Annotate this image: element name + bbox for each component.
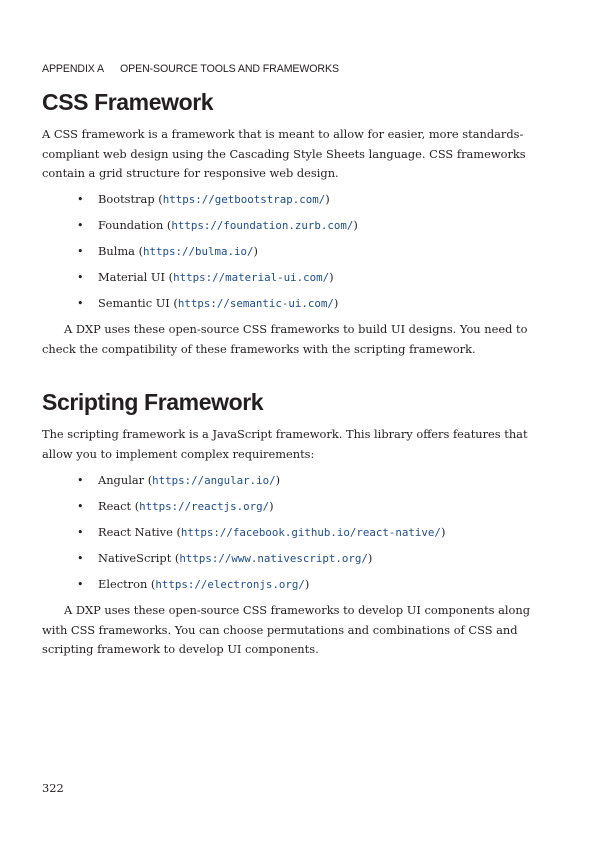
bullet-icon: • [77,297,84,310]
framework-name: React [98,499,132,513]
bullet-icon: • [77,474,84,487]
framework-name: React Native [98,525,173,539]
list-item: • Semantic UI (https://semantic-ui.com/) [42,294,558,320]
framework-name: Bulma [98,244,135,258]
list-item: • React Native (https://facebook.github.io/react-native/) [42,523,558,549]
framework-link[interactable]: https://angular.io/ [152,474,276,487]
framework-name: Foundation [98,218,164,232]
bullet-icon: • [77,526,84,539]
framework-name: Material UI [98,270,166,284]
list-item: • Material UI (https://material-ui.com/) [42,268,558,294]
css-framework-closing: A DXP uses these open-source CSS frameworks to build UI designs. You need to check the compatibility of these frameworks with the scripting framework. [42,322,528,356]
running-head [42,63,339,75]
framework-name: NativeScript [98,551,172,565]
section-heading-css-framework: CSS Framework [42,89,214,115]
list-item: • Electron (https://electronjs.org/) [42,575,558,601]
bullet-icon: • [77,219,84,232]
scripting-framework-closing: A DXP uses these open-source CSS frameworks to develop UI components along with CSS frameworks. You can choose permutations and combinations of CSS and scripting framework to develop UI components. [42,603,531,656]
framework-link[interactable]: https://semantic-ui.com/ [177,297,334,310]
page-number: 322 [42,781,64,795]
appendix-label: APPENDIX A [42,63,104,75]
framework-name: Semantic UI [98,296,170,310]
bullet-icon: • [77,193,84,206]
list-item: • Angular (https://angular.io/) [42,471,558,497]
framework-link[interactable]: https://bulma.io/ [143,245,254,258]
list-item: • Bootstrap (https://getbootstrap.com/) [42,190,558,216]
list-item: • React (https://reactjs.org/) [42,497,558,523]
framework-name: Electron [98,577,148,591]
framework-link[interactable]: https://electronjs.org/ [155,578,305,591]
framework-name: Angular [98,473,145,487]
section-heading-scripting-framework: Scripting Framework [42,389,264,415]
framework-name: Bootstrap [98,192,155,206]
scripting-framework-intro: The scripting framework is a JavaScript framework. This library offers features that allow you to implement complex requirements: [42,427,528,461]
bullet-icon: • [77,578,84,591]
list-item: • Foundation (https://foundation.zurb.com/) [42,216,558,242]
framework-link[interactable]: https://reactjs.org/ [139,500,270,513]
bullet-icon: • [77,271,84,284]
list-item: • NativeScript (https://www.nativescript.org/) [42,549,558,575]
framework-link[interactable]: https://getbootstrap.com/ [162,193,326,206]
framework-link[interactable]: https://foundation.zurb.com/ [171,219,354,232]
css-framework-list [42,190,558,320]
framework-link[interactable]: https://material-ui.com/ [173,271,330,284]
chapter-title: OPEN-SOURCE TOOLS AND FRAMEWORKS [120,63,339,75]
bullet-icon: • [77,552,84,565]
scripting-framework-list [42,471,558,601]
bullet-icon: • [77,500,84,513]
bullet-icon: • [77,245,84,258]
framework-link[interactable]: https://www.nativescript.org/ [179,552,368,565]
framework-link[interactable]: https://facebook.github.io/react-native/ [180,526,441,539]
list-item: • Bulma (https://bulma.io/) [42,242,558,268]
css-framework-intro: A CSS framework is a framework that is meant to allow for easier, more standards-compliant web design using the Cascading Style Sheets language. CSS frameworks contain a grid structure for responsive web design. [42,127,526,180]
